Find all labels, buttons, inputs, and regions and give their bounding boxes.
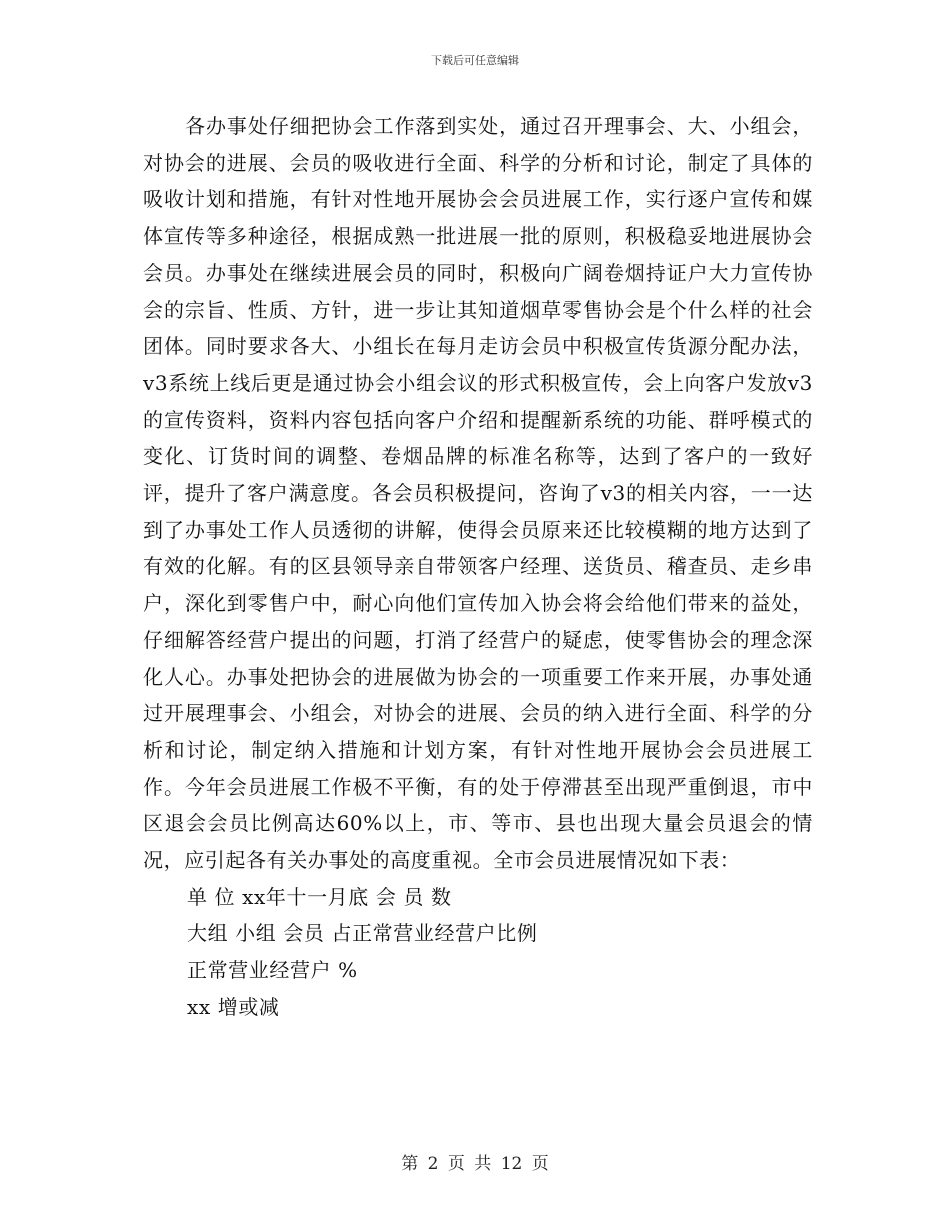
page-footer	[0, 1153, 950, 1175]
footer-label-page: 第	[401, 1154, 419, 1174]
table-line-2: 大组 小组 会员 占正常营业经营户比例	[187, 921, 538, 946]
table-line-3: 正常营业经营户 %	[187, 958, 358, 983]
footer-label-page-unit: 页	[447, 1154, 465, 1174]
body-paragraph: 各办事处仔细把协会工作落到实处，通过召开理事会、大、小组会，对协会的进展、会员的吸收进行全面、科学的分析和讨论，制定了具体的吸收计划和措施，有针对性地开展协会会员进展工作，实行逐户宣传和媒体宣传等多种途径，根据成熟一批进展一批的原则，积极稳妥地进展协会会员。办事处在继续进展会员的同时，积极向广阔卷烟持证户大力宣传协会的宗旨、性质、方针，进一步让其知道烟草零售协会是个什么样的社会团体。同时要求各大、小组长在每月走访会员中积极宣传货源分配办法，v3系统上线后更是通过协会小组会议的形式积极宣传，会上向客户发放v3的宣传资料，资料内容包括向客户介绍和提醒新系统的功能、群呼模式的变化、订货时间的调整、卷烟品牌的标准名称等，达到了客户的一致好评，提升了客户满意度。各会员积极提问，咨询了v3的相关内容，一一达到了办事处工作人员透彻的讲解，使得会员原来还比较模糊的地方达到了有效的化解。有的区县领导亲自带领客户经理、送货员、稽查员、走乡串户，深化到零售户中，耐心向他们宣传加入协会将会给他们带来的益处，仔细解答经营户提出的问题，打消了经营户的疑虑，使零售协会的理念深化人心。办事处把协会的进展做为协会的一项重要工作来开展，办事处通过开展理事会、小组会，对协会的进展、会员的纳入进行全面、科学的分析和讨论，制定纳入措施和计划方案，有针对性地开展协会会员进展工作。今年会员进展工作极不平衡，有的处于停滞甚至出现严重倒退，市中区退会会员比例高达60%以上，市、等市、县也出现大量会员退会的情况，应引起各有关办事处的高度重视。全市会员进展情况如下表：	[143, 114, 813, 873]
footer-label-total: 共	[474, 1154, 492, 1174]
table-line-1: 单 位 xx年十一月底 会 员 数	[187, 884, 452, 909]
footer-total-pages: 12	[500, 1154, 523, 1174]
footer-page-number: 2	[427, 1154, 439, 1174]
footer-label-total-unit: 页	[531, 1154, 549, 1174]
table-line-4: xx 增或减	[187, 994, 280, 1019]
document-body	[143, 108, 813, 1026]
page-header-note: 下载后可任意编辑	[431, 54, 519, 67]
